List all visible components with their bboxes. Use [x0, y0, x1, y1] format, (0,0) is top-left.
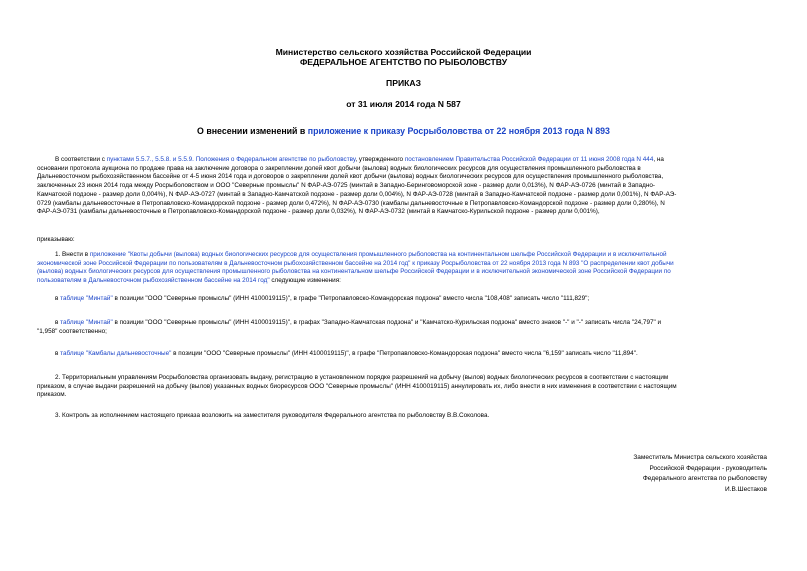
document-date-number: от 31 июля 2014 года N 587	[346, 99, 461, 109]
preamble-line-6: 0729 (камбалы дальневосточные в Петропавловско-Командорской подзоне - размер доли 0,472%), N ФАР-АЭ-0730 (камбалы дальневосточные в Петропавловско-Командорской подзоне - размер доли 0,280%), N	[37, 199, 665, 207]
item-3-paragraph	[37, 412, 767, 421]
ministry-name: Министерство сельского хозяйства Российской Федерации	[275, 47, 532, 57]
appendix-link-line-2[interactable]: экономической зоне Российской Федерации по пользователям в Дальневосточном рыбохозяйственном бассейне на 2014 год" к приказу Росрыболовства от 22 ноября 2013 года N 893 "О распределении квот добычи	[37, 259, 674, 267]
item-2-line-3: приказом.	[37, 391, 67, 399]
text: 1. Внести в	[55, 251, 90, 258]
text: , утвержденного	[355, 156, 405, 163]
document-title	[0, 126, 807, 136]
change-3-paragraph	[37, 350, 767, 359]
change-2-line-1	[37, 319, 767, 328]
change-1-paragraph	[37, 295, 767, 304]
order-word: приказываю:	[37, 236, 75, 243]
signature-line-2: Российской Федерации - руководитель	[649, 464, 767, 472]
item-3-line: 3. Контроль за исполнением настоящего приказа возложить на заместителя руководителя Федерального агентства по рыболовству В.В.Соколова.	[55, 412, 490, 419]
preamble-line-3: Дальневосточном рыбохозяйственном бассейне от 4-5 июня 2014 года и договоров о закреплении долей квот добычи (вылова) водных биологических ресурсов для осуществления промышленного рыболовства,	[37, 173, 664, 181]
preamble-line-4: заключенных 23 июня 2014 года между Росрыболовством и ООО "Северные промыслы" N ФАР-АЭ-0725 (минтай в Западно-Беринговоморской зоне - размер доли 0,013%), N ФАР-АЭ-0726 (минтай в Западно-	[37, 182, 655, 190]
preamble-line-5: Камчатской подзоне - размер доли 0,004%), N ФАР-АЭ-0727 (минтай в Западно-Камчатской подзоне - размер доли 0,004%), N ФАР-АЭ-0728 (минтай в Западно-Камчатской подзоне - размер доли 0,001%), N ФАР-АЭ-	[37, 190, 677, 198]
signature-line-1: Заместитель Министра сельского хозяйства	[633, 454, 767, 461]
table-pollock-link[interactable]: таблице "Минтай"	[60, 319, 113, 326]
text: В соответствии с	[55, 156, 107, 163]
text: в	[55, 350, 61, 357]
appendix-link-line-4[interactable]: пользователям в Дальневосточном рыбохозяйственном бассейне на 2014 год"	[37, 277, 270, 285]
appendix-link[interactable]: приложение "Квоты добычи (вылова) водных биологических ресурсов для осуществления промышленного рыболовства на континентальном шельфе Российской Федерации и в исключительной	[89, 251, 667, 258]
change-2-paragraph	[37, 319, 767, 336]
table-pollock-link[interactable]: таблице "Минтай"	[60, 295, 113, 302]
text: , на	[653, 156, 664, 163]
item-2-line-1: 2. Территориальным управлениям Росрыболовства организовать выдачу, регистрацию в установленном порядке разрешений на добычу (вылов) водных биологических ресурсов в соответствии с настоящим	[55, 374, 669, 381]
preamble-paragraph	[37, 156, 767, 217]
text: в	[55, 319, 61, 326]
text: в позиции "ООО "Северные промыслы" (ИНН 4100019115)", в графе "Петропавловско-Командорская подзона" вместо числа "108,408" записать число "111,829";	[112, 295, 590, 302]
title-prefix: О внесении изменений в	[197, 126, 308, 136]
text: в	[55, 295, 61, 302]
regulation-link[interactable]: пунктами 5.5.7., 5.5.8. и 5.5.9. Положения о Федеральном агентстве по рыболовству	[106, 156, 356, 163]
text: в позиции "ООО "Северные промыслы" (ИНН 4100019115)", в графе "Петропавловско-Командорская подзона" вместо числа "6,159" записать число "11,894".	[171, 350, 638, 357]
item-2-line-2: приказом, в случае выдачи разрешений на добычу (вылов) указанных водных биоресурсов ООО "Северные промыслы" (ИНН 4100019115) аннулировать их, либо внести в них изменения в соответствии с настоящим	[37, 382, 677, 390]
text: следующие изменения:	[269, 277, 341, 285]
text: в позиции "ООО "Северные промыслы" (ИНН 4100019115)", в графах "Западно-Камчатская подзона" и "Камчатско-Курильская подзона" вместо знаков "-" и "-" записать числа "24,797" и	[112, 319, 662, 326]
agency-name: ФЕДЕРАЛЬНОЕ АГЕНТСТВО ПО РЫБОЛОВСТВУ	[299, 57, 508, 67]
document-type: ПРИКАЗ	[386, 78, 421, 88]
item-1-line-4	[37, 277, 767, 286]
title-link[interactable]: приложение к приказу Росрыболовства от 22 ноября 2013 года N 893	[307, 126, 610, 136]
preamble-line-7: ФАР-АЭ-0731 (камбалы дальневосточные в Петропавловско-Командорской подзоне - размер доли 0,032%), N ФАР-АЭ-0732 (минтай в Камчатско-Курильской подзоне - размер доли 0,001%),	[37, 208, 600, 216]
item-2-paragraph	[37, 374, 767, 400]
change-2-line-2: "1,958" соответственно;	[37, 327, 107, 335]
government-decree-link[interactable]: постановлением Правительства Российской Федерации от 11 июня 2008 года N 444	[404, 156, 654, 163]
change-1-line	[37, 295, 767, 304]
item-1-line-1	[37, 251, 767, 260]
signature-name: И.В.Шестаков	[725, 485, 767, 493]
preamble-line-1	[37, 156, 767, 165]
appendix-link-line-3[interactable]: (вылова) водных биологических ресурсов для осуществления промышленного рыболовства на континентальном шельфе Российской Федерации и в исключительной экономической зоне Российской Федерации по	[37, 268, 671, 276]
change-3-line	[37, 350, 767, 359]
item-1-paragraph	[37, 251, 767, 286]
signature-line-3: Федерального агентства по рыболовству	[642, 475, 767, 483]
preamble-line-2: основании протокола аукциона по продаже права на заключение договора о закреплении долей квот добычи (вылова) водных биологических ресурсов для осуществления промышленного рыболовства в	[37, 164, 641, 172]
table-flounder-link[interactable]: таблице "Камбалы дальневосточные"	[60, 350, 172, 357]
signature-block	[547, 453, 767, 495]
